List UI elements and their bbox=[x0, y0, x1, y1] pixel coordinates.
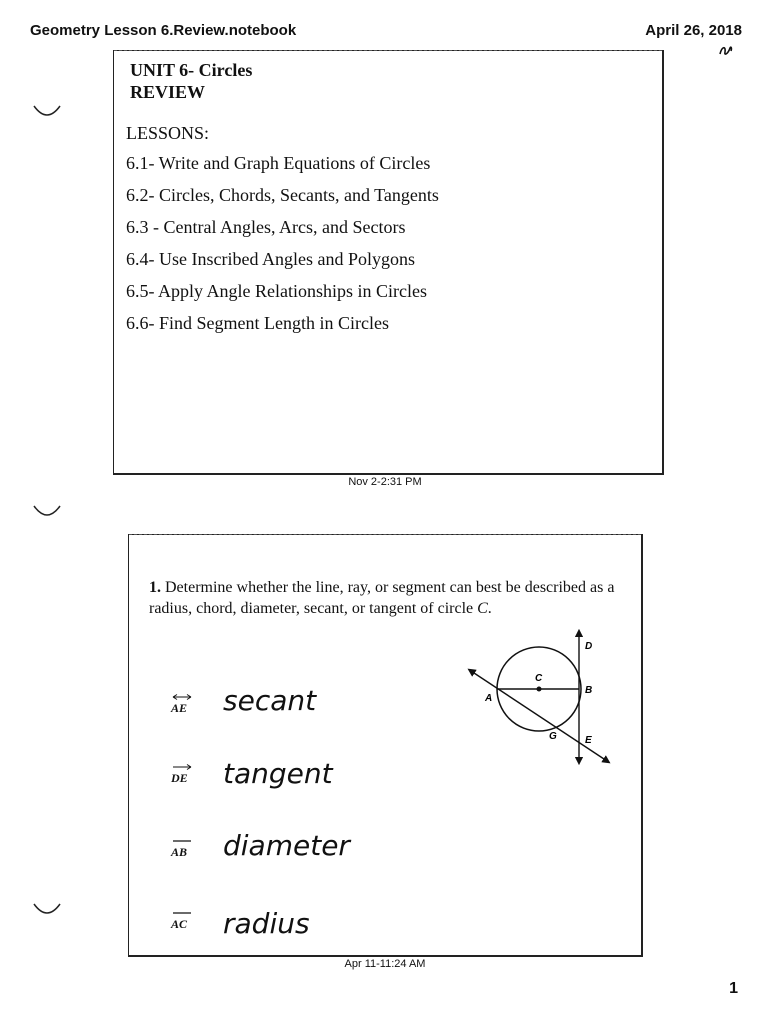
unit-title bbox=[130, 59, 252, 103]
unit-title-line2: REVIEW bbox=[130, 82, 206, 102]
answer-text: radius bbox=[223, 907, 310, 940]
lesson-item: 6.5- Apply Angle Relationships in Circles bbox=[126, 281, 427, 301]
segment-symbol-icon bbox=[171, 909, 193, 917]
handwritten-answer-diameter bbox=[221, 825, 381, 865]
lesson-item: 6.2- Circles, Chords, Secants, and Tangents bbox=[126, 185, 439, 205]
question-end: . bbox=[487, 600, 492, 617]
handwritten-answer-secant bbox=[221, 680, 341, 720]
slide-question-1 bbox=[128, 534, 643, 957]
point-d-label: D bbox=[585, 641, 593, 652]
pen-scribble-icon bbox=[718, 42, 734, 58]
lesson-item: 6.4- Use Inscribed Angles and Polygons bbox=[126, 249, 415, 269]
dashed-border bbox=[114, 50, 662, 51]
slide-unit-review bbox=[113, 50, 664, 475]
point-a-label: A bbox=[485, 693, 493, 704]
lesson-item: 6.3 - Central Angles, Arcs, and Sectors bbox=[126, 217, 406, 237]
lesson-item: 6.6- Find Segment Length in Circles bbox=[126, 313, 389, 333]
segment-name: AC bbox=[171, 917, 188, 931]
answer-text: tangent bbox=[223, 757, 333, 790]
point-c-label: C bbox=[535, 673, 543, 684]
segment-label-ab bbox=[171, 837, 193, 860]
segment-symbol-icon bbox=[171, 837, 193, 845]
center-point bbox=[537, 687, 542, 692]
slide-timestamp: Apr 11-11:24 AM bbox=[344, 958, 426, 970]
point-b-label: B bbox=[585, 685, 593, 696]
circle-diagram bbox=[465, 627, 615, 767]
segment-label-de bbox=[171, 763, 193, 786]
dashed-border bbox=[129, 534, 641, 535]
question-text bbox=[149, 577, 629, 619]
unit-title-line1: UNIT 6- Circles bbox=[130, 60, 253, 80]
lessons-heading: LESSONS: bbox=[126, 123, 210, 143]
segment-name: DE bbox=[171, 771, 188, 785]
ray-symbol-icon bbox=[171, 763, 193, 771]
handwritten-answer-radius bbox=[221, 903, 341, 943]
segment-label-ac bbox=[171, 909, 193, 932]
answer-text: diameter bbox=[223, 829, 350, 862]
lesson-item: 6.1- Write and Graph Equations of Circles bbox=[126, 153, 431, 173]
circle-name: C bbox=[477, 600, 488, 617]
segment-name: AB bbox=[171, 845, 188, 859]
page-number: 1 bbox=[729, 980, 738, 997]
notebook-date: April 26, 2018 bbox=[645, 22, 742, 39]
slide-timestamp: Nov 2-2:31 PM bbox=[348, 476, 422, 488]
question-number: 1. bbox=[149, 579, 161, 596]
binder-hole-icon bbox=[32, 104, 62, 120]
answer-text: secant bbox=[223, 684, 317, 717]
line-symbol-icon bbox=[171, 693, 193, 701]
handwritten-answer-tangent bbox=[221, 753, 351, 797]
point-g-label: G bbox=[549, 731, 557, 742]
point-e-label: E bbox=[585, 735, 592, 746]
notebook-title: Geometry Lesson 6.Review.notebook bbox=[30, 22, 297, 39]
question-body: Determine whether the line, ray, or segment can best be described as a radius, chord, diameter, secant, or tangent of circle bbox=[149, 579, 615, 617]
segment-label-ae bbox=[171, 693, 193, 716]
binder-hole-icon bbox=[32, 902, 62, 918]
segment-name: AE bbox=[171, 701, 188, 715]
binder-hole-icon bbox=[32, 504, 62, 520]
